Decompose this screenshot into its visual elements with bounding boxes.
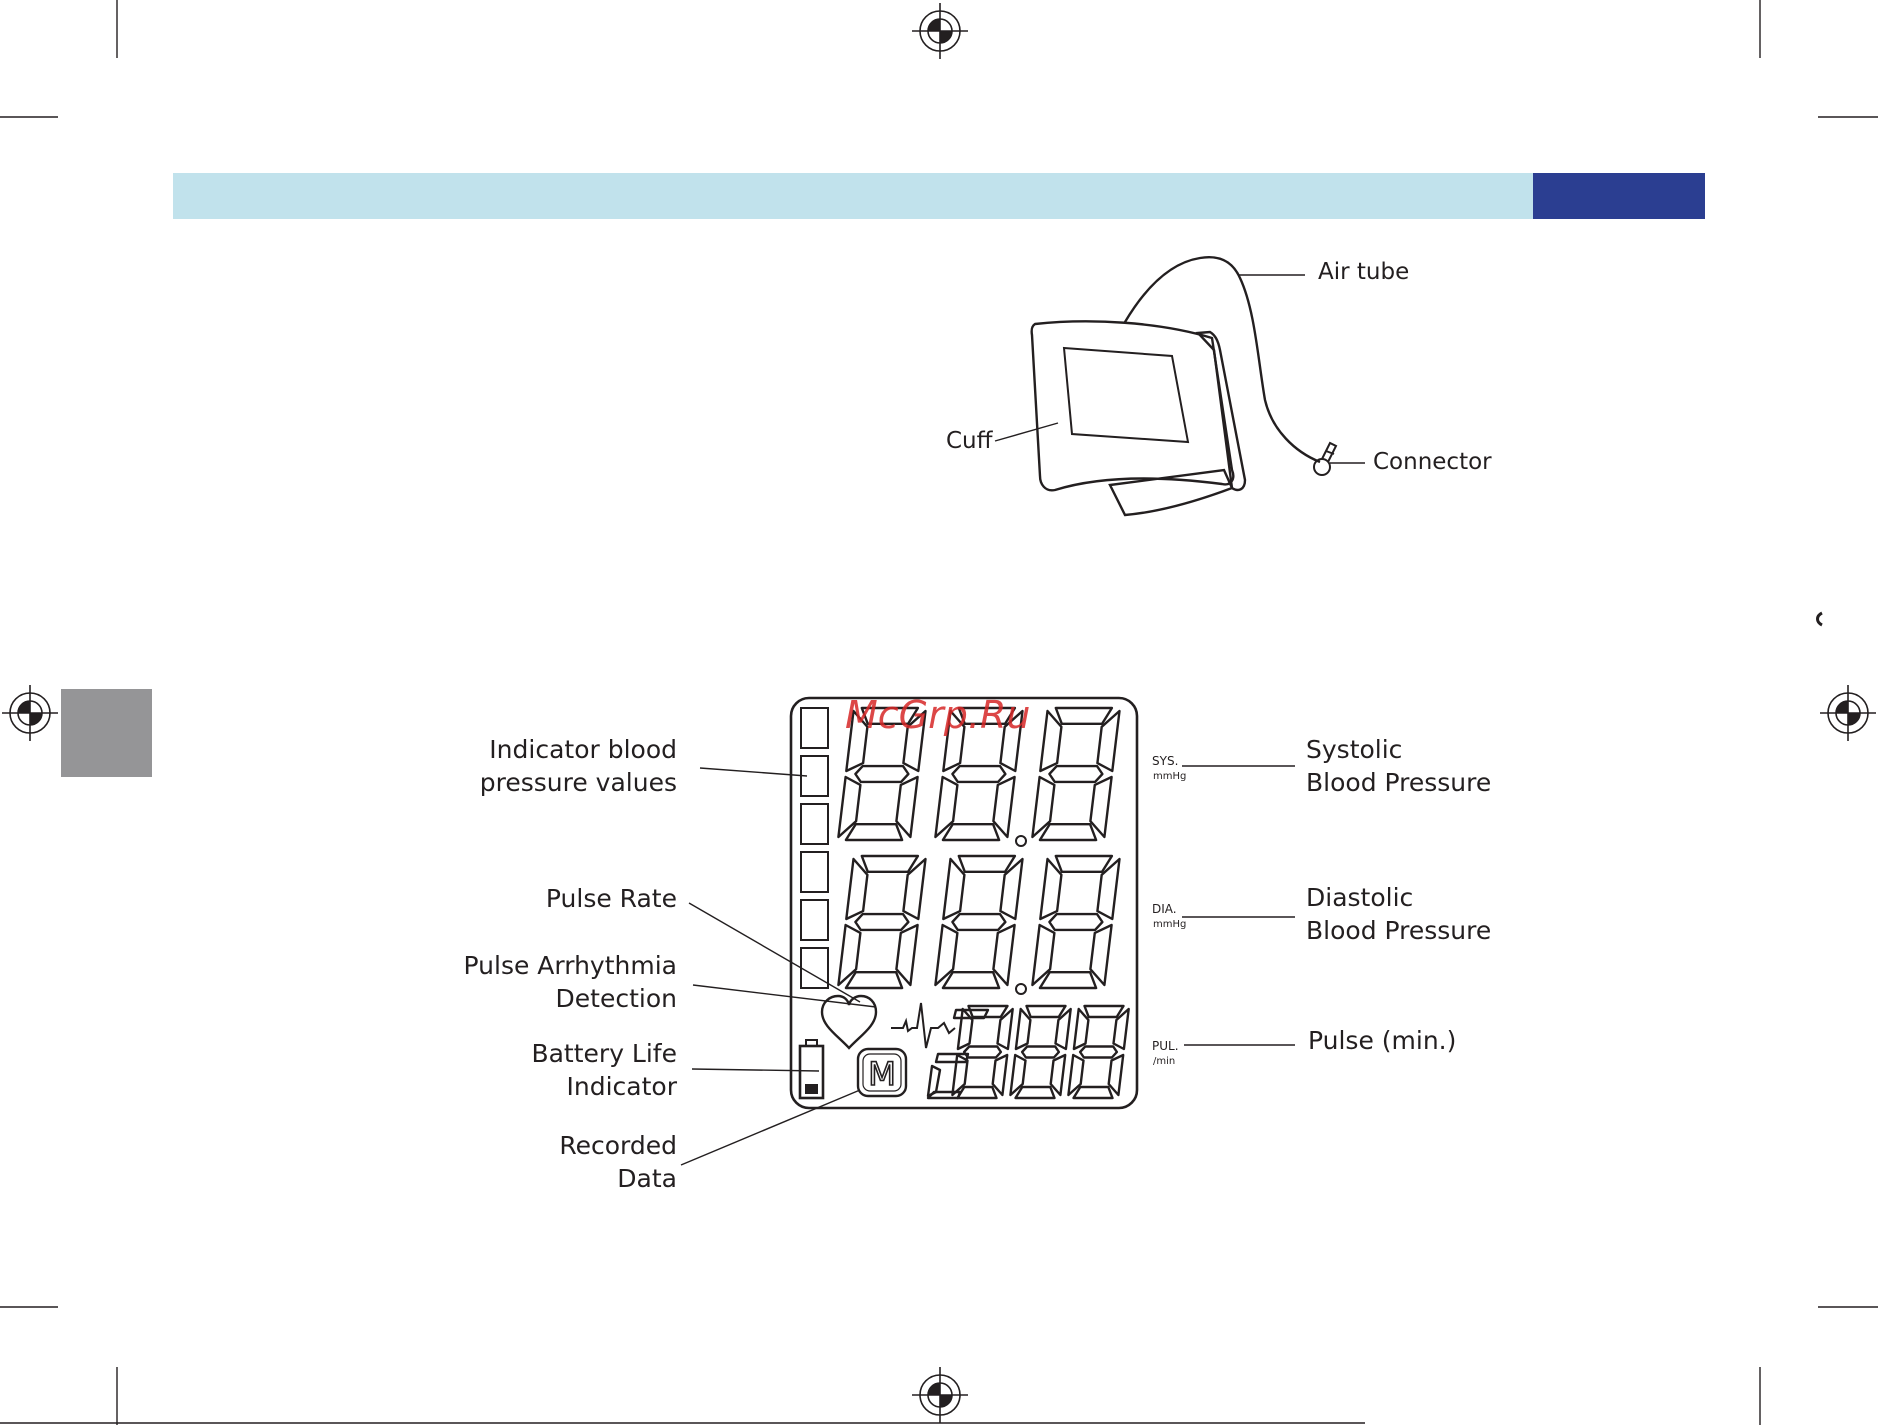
bp-indicator-bar — [801, 708, 828, 988]
seven-segment-digit-partial — [928, 1010, 988, 1098]
memory-icon — [858, 1049, 906, 1096]
registration-mark-bottom — [912, 1367, 968, 1423]
seven-segment-digit — [1032, 856, 1119, 988]
indicator-label-line1: Indicator blood — [489, 735, 677, 764]
seven-segment-digits — [838, 708, 1128, 1098]
connector-label: Connector — [1373, 449, 1492, 475]
battery-icon — [800, 1040, 823, 1098]
diastolic-label-line2: Blood Pressure — [1306, 916, 1492, 945]
bp-indicator-box — [801, 708, 828, 748]
sys-mark: SYS. — [1152, 754, 1179, 768]
watermark: McGrp.Ru — [845, 693, 1031, 737]
seven-segment-digit — [1032, 708, 1119, 840]
cuff-figure — [946, 257, 1492, 515]
diastolic-label-line1: Diastolic — [1306, 883, 1414, 912]
pulse-min-label: Pulse (min.) — [1308, 1026, 1457, 1055]
pulse-waveform-icon — [891, 1003, 955, 1048]
systolic-label-line2: Blood Pressure — [1306, 768, 1492, 797]
cuff-label: Cuff — [946, 428, 993, 454]
sys-unit: mmHg — [1153, 771, 1187, 782]
stray-mark — [1818, 613, 1823, 625]
recorded-label-line1: Recorded — [559, 1131, 677, 1160]
arrhythmia-label-line2: Detection — [555, 984, 677, 1013]
header-accent-block — [1533, 173, 1705, 219]
seven-segment-digit — [1068, 1006, 1128, 1098]
pul-mark: PUL. — [1152, 1039, 1179, 1053]
air-tube-label: Air tube — [1318, 259, 1410, 285]
battery-label-line1: Battery Life — [531, 1039, 677, 1068]
seven-segment-digit — [838, 856, 925, 988]
systolic-label-line1: Systolic — [1306, 735, 1403, 764]
memory-symbol: M — [868, 1055, 896, 1093]
cuff-body — [1032, 321, 1234, 490]
cuff-window — [1064, 348, 1188, 442]
connector-drawing — [1314, 443, 1336, 475]
bp-indicator-box — [801, 948, 828, 988]
bp-indicator-box — [801, 852, 828, 892]
dia-unit: mmHg — [1153, 919, 1187, 930]
lcd-display-figure — [464, 698, 1492, 1193]
dia-mark: DIA. — [1152, 902, 1177, 916]
side-tab — [61, 689, 152, 777]
bp-indicator-box — [801, 804, 828, 844]
cuff-strap — [1198, 332, 1245, 490]
sys-decimal-dot — [1016, 836, 1026, 846]
registration-mark-right — [1820, 685, 1876, 741]
dia-decimal-dot — [1016, 984, 1026, 994]
arrhythmia-label-line1: Pulse Arrhythmia — [463, 951, 677, 980]
indicator-label-line2: pressure values — [479, 768, 677, 797]
seven-segment-digit — [1010, 1006, 1070, 1098]
battery-label-line2: Indicator — [566, 1072, 677, 1101]
cuff-back-flap — [1110, 470, 1232, 515]
header-band — [173, 173, 1533, 219]
recorded-label-line2: Data — [617, 1164, 677, 1193]
pul-unit: /min — [1153, 1056, 1176, 1067]
seven-segment-digit — [935, 856, 1022, 988]
bp-indicator-box — [801, 900, 828, 940]
registration-mark-left — [2, 685, 58, 741]
pulse-rate-label: Pulse Rate — [545, 884, 677, 913]
seven-segment-digit — [952, 1006, 1012, 1098]
registration-mark-top — [912, 3, 968, 59]
